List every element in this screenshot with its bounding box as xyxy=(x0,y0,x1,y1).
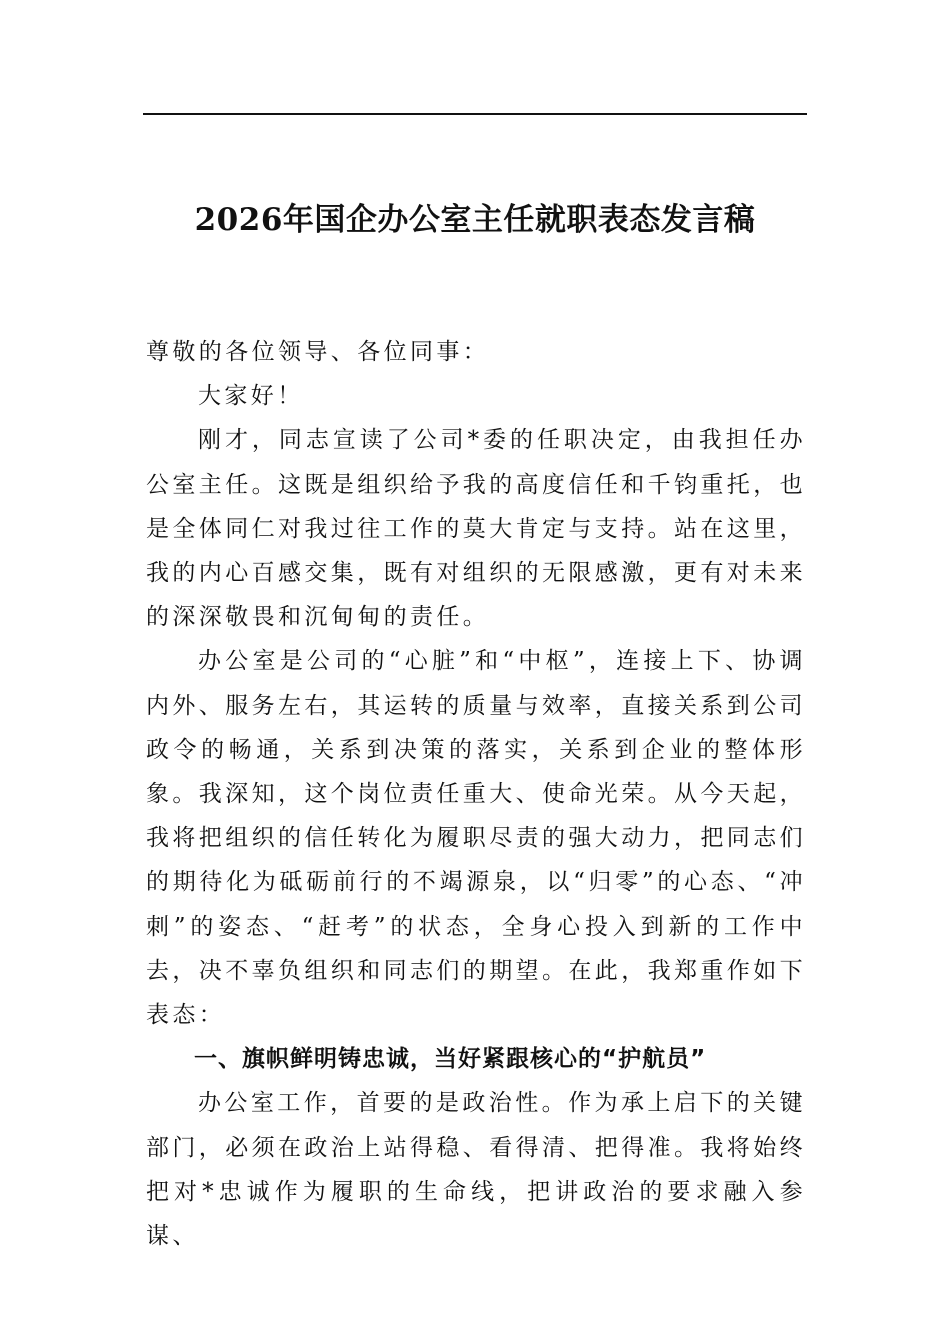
paragraph: 办公室是公司的“心脏”和“中枢”，连接上下、协调内外、服务左右，其运转的质量与效率，直接关系到公司政令的畅通，关系到决策的落实，关系到企业的整体形象。我深知，这个岗位责任重大、使命光荣。从今天起，我将把组织的信任转化为履职尽责的强大动力，把同志们的期待化为砥砺前行的不竭源泉，以“归零”的心态、“冲刺”的姿态、“赶考”的状态，全身心投入到新的工作中去，决不辜负组织和同志们的期望。在此，我郑重作如下表态： xyxy=(146,648,806,1029)
paragraph: 刚才，同志宣读了公司*委的任职决定，由我担任办公室主任。这既是组织给予我的高度信任和千钧重托，也是全体同仁对我过往工作的莫大肯定与支持。站在这里，我的内心百感交集，既有对组织的无限感激，更有对未来的深深敬畏和沉甸甸的责任。 xyxy=(146,427,806,631)
salutation: 尊敬的各位领导、各位同事： xyxy=(146,339,490,365)
section-heading: 一、旗帜鲜明铸忠诚，当好紧跟核心的“护航员” xyxy=(194,1046,707,1073)
header-rule xyxy=(143,113,807,115)
greeting: 大家好！ xyxy=(198,383,304,410)
document-body xyxy=(146,330,806,1258)
document-title: 2026年国企办公室主任就职表态发言稿 xyxy=(194,202,756,238)
paragraph: 办公室工作，首要的是政治性。作为承上启下的关键部门，必须在政治上站得稳、看得清、把得准。我将始终把对*忠诚作为履职的生命线，把讲政治的要求融入参谋、 xyxy=(146,1090,806,1250)
